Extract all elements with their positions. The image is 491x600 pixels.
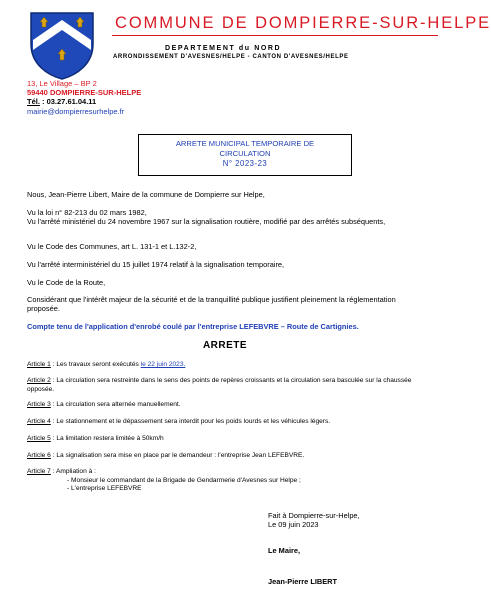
arrete-number: N° 2023-23 <box>222 159 268 168</box>
address-email[interactable]: mairie@dompierresurhelpe.fr <box>27 107 125 116</box>
article-1-date: le 22 juin 2023. <box>140 361 186 368</box>
preamble-intro: Nous, Jean-Pierre Libert, Maire de la commune de Dompierre sur Helpe, <box>27 190 265 199</box>
signature-name: Jean-Pierre LIBERT <box>268 577 338 586</box>
article-7-recipient-entreprise: - L'entreprise LEFEBVRE <box>67 485 142 492</box>
arrondissement-line: ARRONDISSEMENT D'AVESNES/HELPE - CANTON D'AVESNES/HELPE <box>113 54 349 60</box>
signature-date: Le 09 juin 2023 <box>268 520 319 529</box>
article-4-text: : Le stationnement et le dépassement sera interdit pour les poids lourds et les véhicules légers. <box>50 418 331 425</box>
arrete-title-line2: CIRCULATION <box>219 149 271 158</box>
preamble-vu-loi: Vu la loi n° 82-213 du 02 mars 1982, <box>27 208 147 217</box>
article-7-label: Article 7 <box>27 468 51 475</box>
article-5-label: Article 5 <box>27 435 51 442</box>
tel-label: Tél. <box>27 97 40 106</box>
preamble-considerant: Considérant que l'intérêt majeur de la sécurité et de la tranquillité publique justifient pleinement la réglementation proposée. <box>27 295 396 313</box>
preamble-vu-code-route: Vu le Code de la Route, <box>27 278 106 287</box>
article-5-text: : La limitation restera limitée à 50km/h <box>50 435 164 442</box>
article-1-text: : Les travaux seront exécutés <box>50 361 141 368</box>
preamble-vu-arrete-1967: Vu l'arrêté ministériel du 24 novembre 1967 sur la signalisation routière, modifié par des arrêtés subséquents, <box>27 217 386 226</box>
address-street: 13, Le Village – BP 2 <box>27 79 97 88</box>
title-underline <box>112 35 438 36</box>
preamble-vu-arrete-1974: Vu l'arrêté interministériel du 15 juillet 1974 relatif à la signalisation temporaire, <box>27 260 285 269</box>
arrete-heading: ARRETE <box>202 340 248 351</box>
article-6-label: Article 6 <box>27 452 51 459</box>
signature-place: Fait à Dompierre-sur-Helpe, <box>268 511 360 520</box>
article-4 <box>27 418 422 427</box>
article-4-label: Article 4 <box>27 418 51 425</box>
commune-title: COMMUNE DE DOMPIERRE-SUR-HELPE <box>115 14 491 32</box>
article-3-label: Article 3 <box>27 401 51 408</box>
article-2-label: Article 2 <box>27 377 51 384</box>
tel-number: : 03.27.61.04.11 <box>39 97 97 106</box>
article-2 <box>27 377 422 394</box>
departement-line: DEPARTEMENT du NORD <box>165 45 282 52</box>
article-3-text: : La circulation sera alternée manuellement. <box>50 401 181 408</box>
address-city: 59440 DOMPIERRE-SUR-HELPE <box>27 88 142 97</box>
article-7-recipient-gendarmerie: - Monsieur le commandant de la Brigade de Gendarmerie d'Avesnes sur Helpe ; <box>67 476 301 484</box>
arrete-title-box <box>138 134 352 176</box>
signature-title: Le Maire, <box>268 546 301 555</box>
article-2-text: : La circulation sera restreinte dans le sens des points de repères croissants et la circulation sera basculée sur la chaussée opposée. <box>27 377 412 393</box>
preamble-compte-tenu: Compte tenu de l'application d'enrobé coulé par l'entreprise LEFEBVRE – Route de Cartignies. <box>27 322 359 331</box>
article-6-text: : La signalisation sera mise en place par le demandeur : l'entreprise Jean LEFEBVRE. <box>50 452 305 459</box>
preamble-vu-code-communes: Vu le Code des Communes, art L. 131-1 et L.132-2, <box>27 242 197 251</box>
article-3 <box>27 401 422 410</box>
address-tel <box>27 97 96 106</box>
article-1-label: Article 1 <box>27 361 51 368</box>
article-7 <box>27 468 422 494</box>
arrete-title-line1: ARRETE MUNICIPAL TEMPORAIRE DE <box>175 139 315 148</box>
article-1 <box>27 361 422 370</box>
article-5 <box>27 435 422 444</box>
article-6 <box>27 452 422 461</box>
commune-coat-of-arms <box>27 10 97 80</box>
article-7-text: : Ampliation à : <box>50 468 96 475</box>
